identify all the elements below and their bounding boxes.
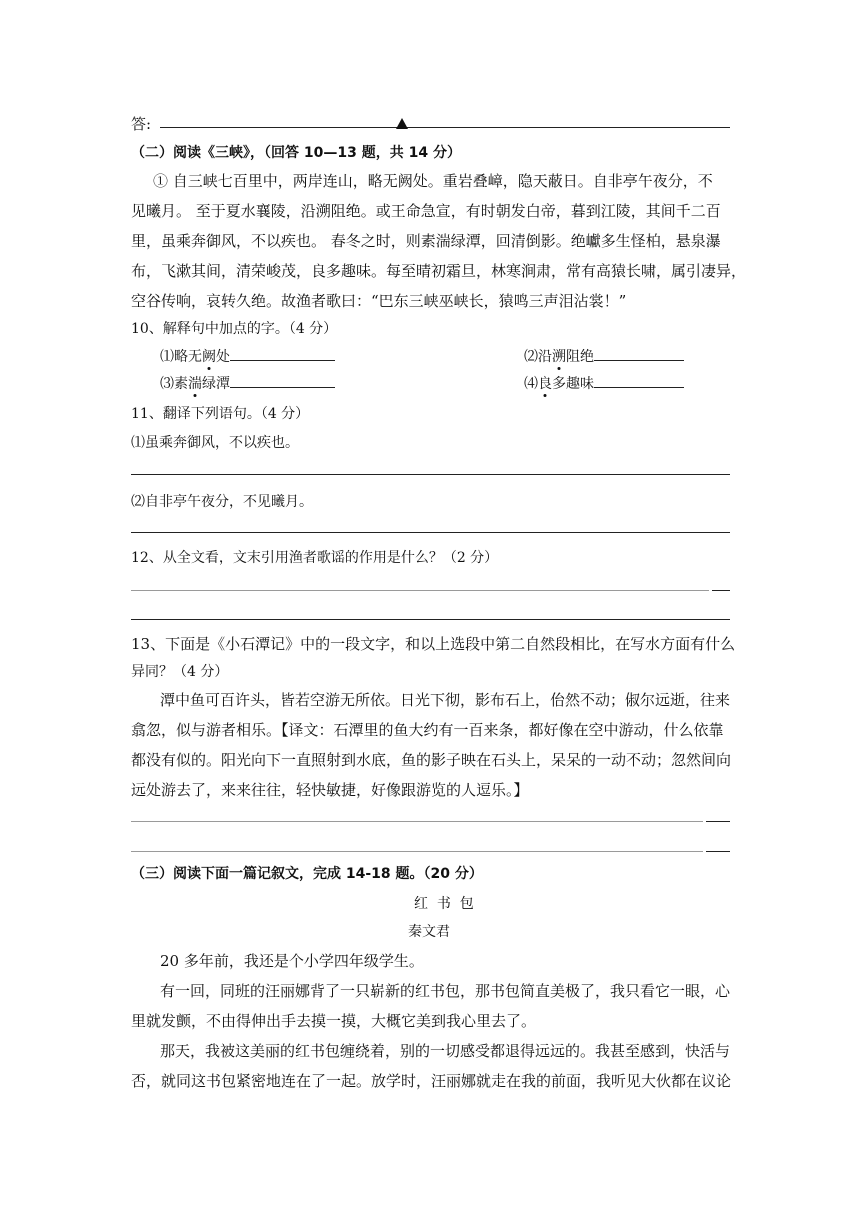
story-author: 秦文君	[408, 924, 450, 940]
story-line: 里就发颤，不由得伸出手去摸一摸，大概它美到我心里去了。	[131, 1012, 537, 1030]
story-line: 否，就同这书包紧密地连在了一起。放学时，汪丽娜就走在我的前面，我听见大伙都在议论	[131, 1072, 732, 1090]
q11-answer-line-1[interactable]	[131, 474, 730, 475]
story-line: 20 多年前，我还是个小学四年级学生。	[160, 952, 424, 970]
q10-item-4: ⑷良多趣味	[524, 373, 684, 393]
q10-item-2: ⑵沿溯阻绝	[524, 346, 684, 366]
q12-answer-line-2[interactable]	[131, 619, 730, 620]
q10-stem: 10、解释句中加点的字。（4 分）	[131, 321, 338, 337]
q13-passage-line: 潭中鱼可百许头，皆若空游无所依。日光下彻，影布石上，佁然不动；俶尔远逝，往来	[160, 691, 731, 709]
story-line: 有一回，同班的汪丽娜背了一只崭新的红书包，那书包简直美极了，我只看它一眼，心	[160, 982, 731, 1000]
answer-label: 答:	[131, 115, 152, 133]
q13-answer-line-2-end	[706, 851, 730, 852]
q12-answer-line-1[interactable]	[131, 590, 709, 591]
q13-passage-line: 远处游去了，来来往往，轻快敏捷，好像跟游览的人逗乐。】	[131, 781, 529, 799]
q11-sentence-1: ⑴虽乘奔御风，不以疾也。	[131, 435, 299, 451]
q11-stem: 11、翻译下列语句。（4 分）	[131, 406, 310, 422]
section3-heading: （三）阅读下面一篇记叙文，完成 14-18 题。（20 分）	[131, 866, 483, 882]
story-line: 那天，我被这美丽的红书包缠绕着，别的一切感受都退得远远的。我甚至感到，快活与	[160, 1042, 731, 1060]
q13-stem-line-1: 13、下面是《小石潭记》中的一段文字，和以上选段中第二自然段相比，在写水方面有什么	[131, 635, 736, 653]
q13-answer-line-1-end	[706, 821, 730, 822]
q13-answer-line-2[interactable]	[131, 851, 703, 852]
q13-answer-line-1[interactable]	[131, 821, 703, 822]
passage-line: 见曦月。 至于夏水襄陵，沿溯阻绝。或王命急宣，有时朝发白帝，暮到江陵，其间千二百	[131, 202, 721, 220]
q10-answer-blank-2[interactable]	[594, 346, 684, 361]
q11-sentence-2: ⑵自非亭午夜分，不见曦月。	[131, 494, 313, 510]
q10-item-3: ⑶素湍绿潭	[160, 373, 335, 393]
passage-line: 里，虽乘奔御风，不以疾也。 春冬之时，则素湍绿潭，回清倒影。绝巘多生怪柏，悬泉瀑	[131, 232, 721, 250]
triangle-marker-icon	[396, 114, 408, 133]
passage-line: ① 自三峡七百里中，两岸连山，略无阙处。重岩叠嶂，隐天蔽日。自非亭午夜分，不	[153, 172, 713, 190]
q12-stem: 12、从全文看，文末引用渔者歌谣的作用是什么？（2 分）	[131, 550, 499, 566]
q13-passage-line: 都没有似的。阳光向下一直照射到水底，鱼的影子映在石头上，呆呆的一动不动；忽然间向	[131, 751, 732, 769]
q11-answer-line-2[interactable]	[131, 532, 730, 533]
q10-answer-blank-4[interactable]	[594, 373, 684, 388]
q10-answer-blank-1[interactable]	[230, 346, 335, 361]
passage-line: 空谷传响，哀转久绝。故渔者歌曰：“巴东三峡巫峡长，猿鸣三声泪沾裳！”	[131, 292, 627, 310]
q12-answer-line-1-end	[712, 590, 730, 591]
answer-line[interactable]	[160, 127, 730, 128]
q10-item-1: ⑴略无阙处	[160, 346, 335, 366]
q13-passage-line: 翕忽，似与游者相乐。【译文：石潭里的鱼大约有一百来条，都好像在空中游动，什么依靠	[131, 721, 724, 739]
q10-answer-blank-3[interactable]	[230, 373, 335, 388]
section2-heading: （二）阅读《三峡》，（回答 10—13 题，共 14 分）	[131, 145, 461, 161]
q13-stem-line-2: 异同？（4 分）	[131, 664, 229, 680]
passage-line: 布，飞漱其间，清荣峻茂，良多趣味。每至晴初霜旦，林寒涧肃，常有高猿长啸，属引凄异，	[131, 262, 747, 280]
story-title: 红 书 包	[414, 896, 474, 912]
